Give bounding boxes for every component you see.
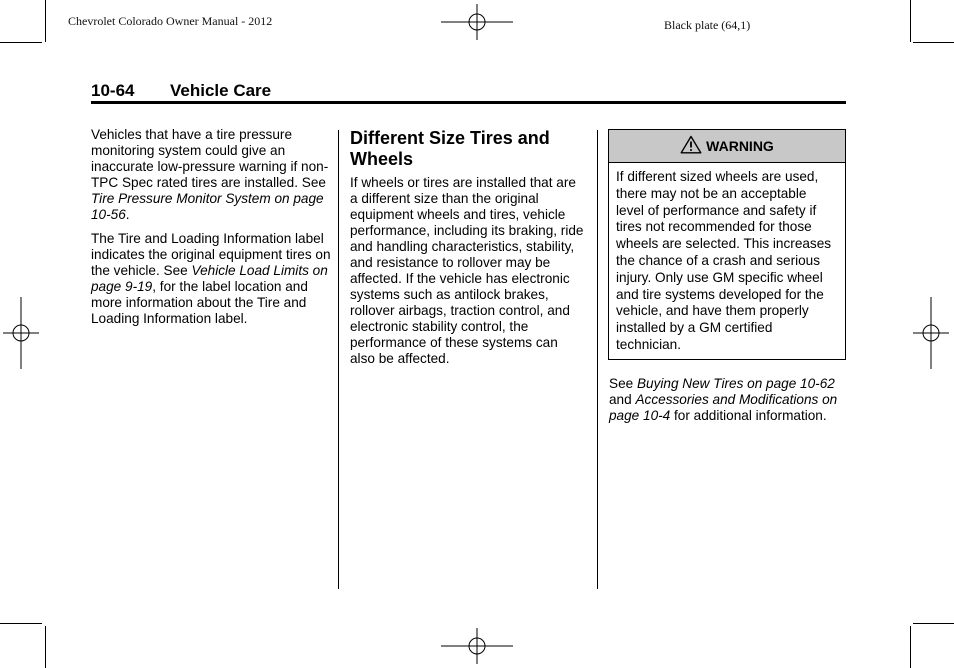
- header-rule: [91, 101, 846, 104]
- crop-mark: [45, 0, 46, 42]
- warning-triangle-icon: [680, 135, 706, 157]
- cross-reference-link[interactable]: Buying New Tires on page 10-62: [636, 376, 835, 391]
- page-number: 10-64: [91, 81, 135, 100]
- crop-mark: [913, 42, 954, 43]
- registration-mark-icon: [441, 628, 513, 664]
- section-title: Vehicle Care: [170, 81, 272, 100]
- paragraph: The Tire and Loading Information label indicates the original equipment tires on the vehicle. See Vehicle Load Limits on page 9-19, for the label location and more information about the Tire and Loading Information label.: [91, 231, 331, 326]
- print-meta-left: Chevrolet Colorado Owner Manual - 2012: [68, 14, 273, 28]
- cross-reference-link[interactable]: Accessories and Modifications on page 10-4: [609, 392, 838, 423]
- crop-mark: [910, 0, 911, 42]
- crop-mark: [913, 623, 954, 624]
- column-divider: [338, 130, 339, 589]
- paragraph: Vehicles that have a tire pressure monitoring system could give an inaccurate low-pressure warning if non-TPC Spec rated tires are installed. See Tire Pressure Monitor System on page 10-56.: [91, 127, 329, 222]
- registration-mark-icon: [3, 297, 39, 369]
- section-header: [91, 81, 271, 101]
- warning-box: [608, 129, 846, 360]
- subsection-heading: Different Size Tires and Wheels: [350, 128, 550, 169]
- registration-mark-icon: [441, 4, 513, 40]
- crop-mark: [0, 623, 42, 624]
- cross-reference-link[interactable]: Vehicle Load Limits on page 9-19: [91, 263, 328, 294]
- warning-title: WARNING: [706, 138, 774, 154]
- column-1: [91, 127, 331, 335]
- registration-mark-icon: [913, 297, 949, 369]
- column-2: [350, 128, 586, 375]
- print-meta-right: Black plate (64,1): [664, 18, 751, 32]
- crop-mark: [910, 626, 911, 668]
- warning-text: If different sized wheels are used, there may not be an acceptable level of performance and safety if tires not recommended for those wheels are selected. This increases the chance of a crash and serious injury. Only use GM specific wheel and tire systems developed for the vehicle, and have them properly installed by a GM certified technician.: [616, 169, 832, 352]
- column-divider: [597, 130, 598, 589]
- cross-reference-link[interactable]: Tire Pressure Monitor System on page 10-56: [91, 191, 324, 222]
- see-also-paragraph: See Buying New Tires on page 10-62 and Accessories and Modifications on page 10-4 for additional information.: [609, 376, 838, 423]
- warning-header: [609, 130, 845, 163]
- crop-mark: [0, 42, 42, 43]
- paragraph: If wheels or tires are installed that are a different size than the original equipment wheels and tires, vehicle performance, including its braking, ride and handling characteristics, stability, and resistance to rollover may be affected. If the vehicle has electronic systems such as antilock brakes, rollover airbags, traction control, and electronic stability control, the performance of these systems can also be affected.: [350, 175, 584, 366]
- crop-mark: [45, 626, 46, 668]
